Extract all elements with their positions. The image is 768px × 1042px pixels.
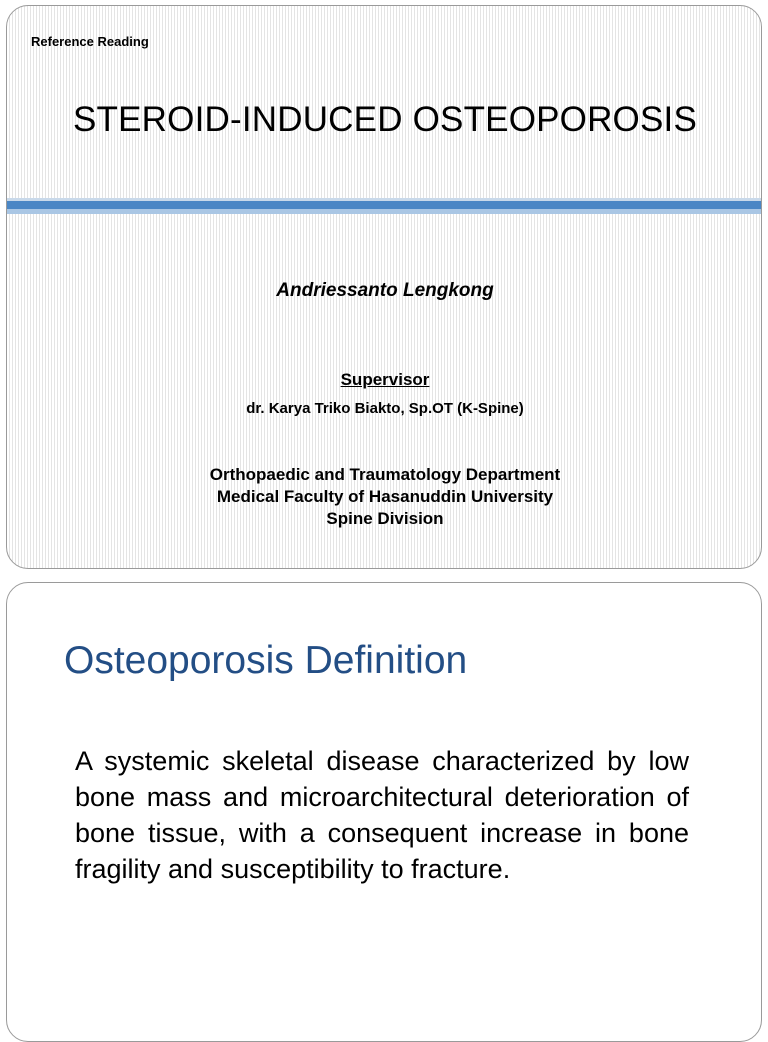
supervisor-name: dr. Karya Triko Biakto, Sp.OT (K-Spine)	[246, 400, 524, 417]
division-line: Spine Division	[326, 509, 444, 528]
title-divider-band	[7, 198, 762, 216]
reference-reading-label: Reference Reading	[31, 34, 149, 49]
department-line: Orthopaedic and Traumatology Department	[209, 465, 561, 484]
title-slide	[6, 5, 762, 569]
supervisor-label: Supervisor	[340, 370, 430, 389]
divider-line-mid	[7, 209, 762, 214]
faculty-line: Medical Faculty of Hasanuddin University	[216, 487, 554, 506]
author-name: Andriessanto Lengkong	[276, 280, 494, 301]
definition-title: Osteoporosis Definition	[64, 639, 468, 682]
definition-slide	[6, 582, 762, 1042]
divider-line-dark	[7, 201, 762, 209]
presentation-title: STEROID-INDUCED OSTEOPOROSIS	[73, 100, 697, 139]
definition-body: A systemic skeletal disease characterized by low bone mass and microarchitectural deterioration of bone tissue, with a consequent increase in bone fragility and susceptibility to fracture.	[75, 746, 689, 884]
department-block	[7, 464, 762, 530]
